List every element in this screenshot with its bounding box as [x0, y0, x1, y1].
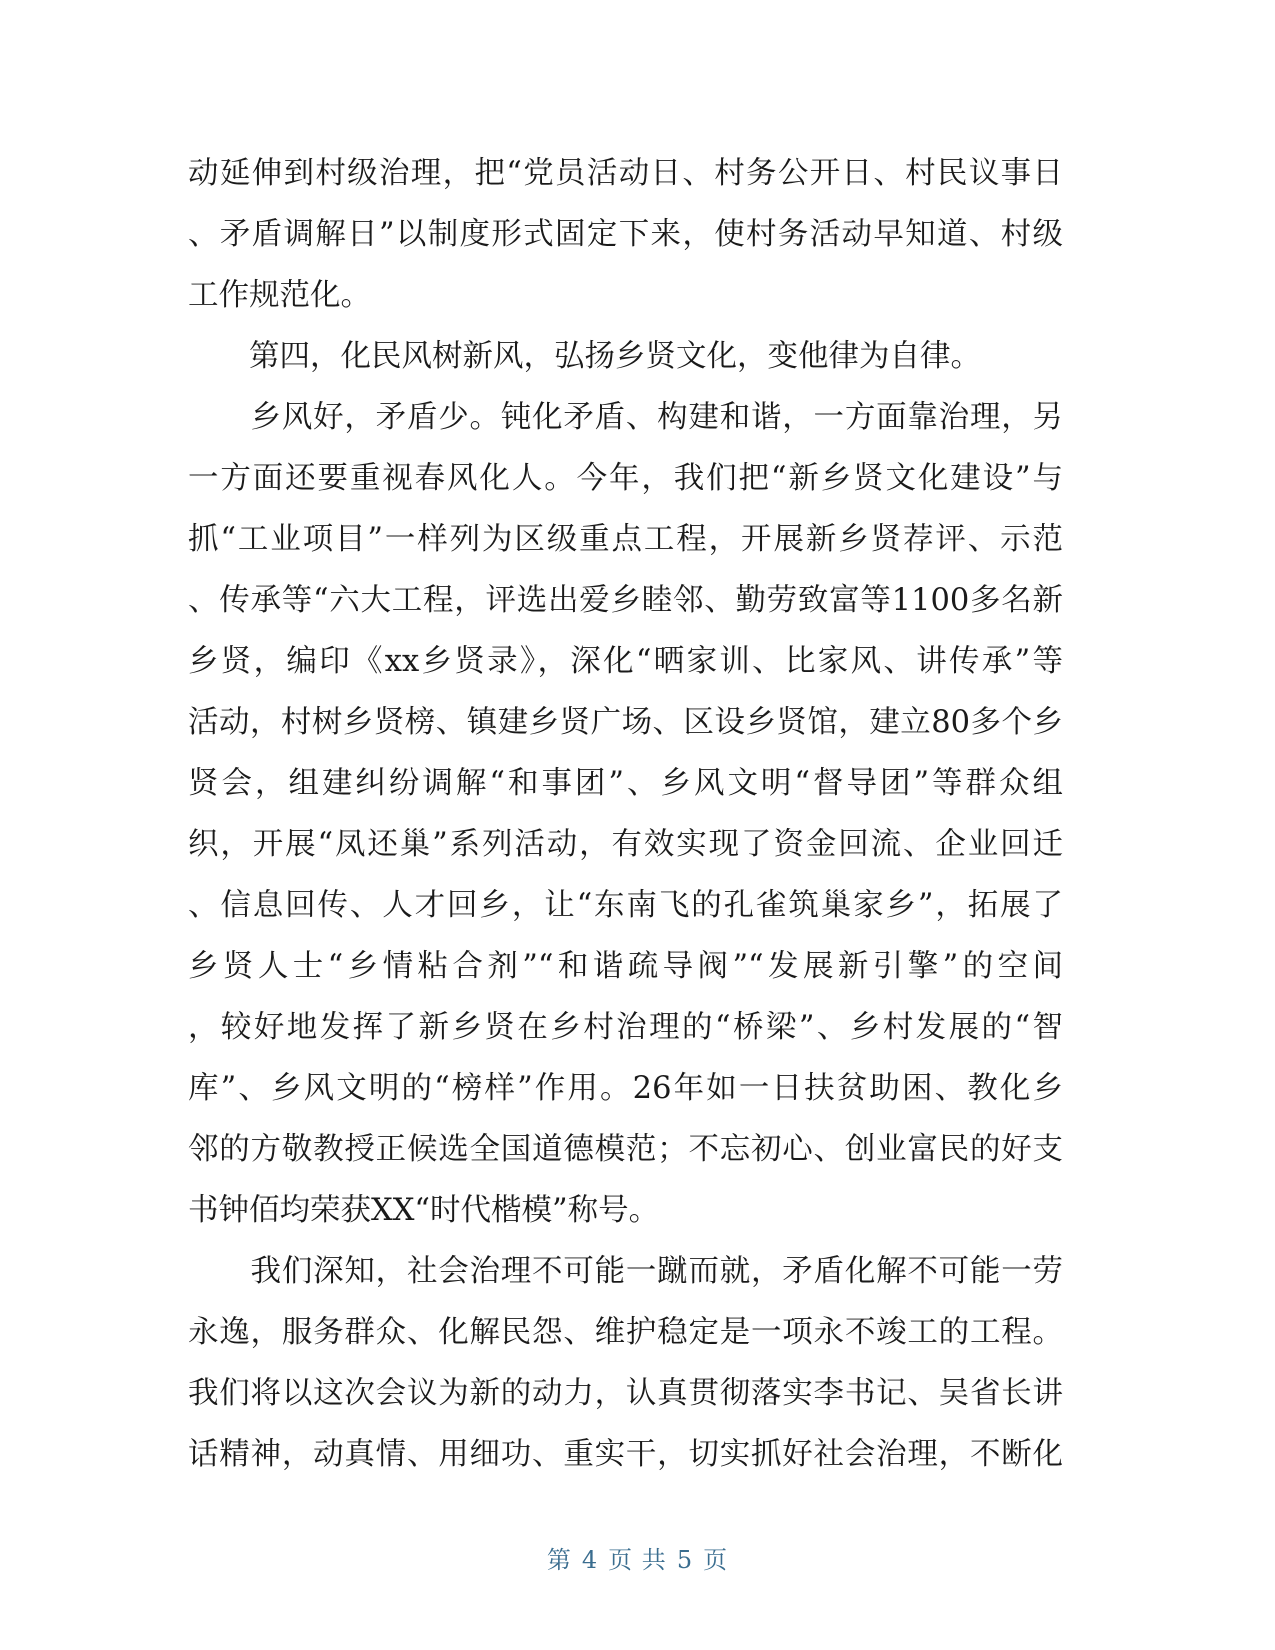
text-line: 、矛盾调解日”以制度形式固定下来，使村务活动早知道、村级: [188, 217, 1063, 252]
text-line: 永逸，服务群众、化解民怨、维护稳定是一项永不竣工的工程。: [188, 1315, 1063, 1350]
text-line: 话精神，动真情、用细功、重实干，切实抓好社会治理，不断化: [188, 1437, 1063, 1472]
total-page-number: 5: [676, 1546, 694, 1574]
text-line: 织，开展“凤还巢”系列活动，有效实现了资金回流、企业回迁: [188, 827, 1063, 862]
text-line: 库”、乡风文明的“榜样”作用。26年如一日扶贫助困、教化乡: [188, 1071, 1063, 1106]
text-line: 、信息回传、人才回乡，让“东南飞的孔雀筑巢家乡”，拓展了: [188, 888, 1063, 923]
footer-prefix: 第: [546, 1546, 572, 1574]
page-footer: [0, 1540, 1275, 1575]
text-line: 我们深知，社会治理不可能一蹴而就，矛盾化解不可能一劳: [188, 1254, 1063, 1289]
text-line: 贤会，组建纠纷调解“和事团”、乡风文明“督导团”等群众组: [188, 766, 1063, 801]
text-line: 书钟佰均荣获XX“时代楷模”称号。: [188, 1193, 660, 1228]
text-line: 一方面还要重视春风化人。今年，我们把“新乡贤文化建设”与: [188, 461, 1063, 496]
text-line: 、传承等“六大工程，评选出爱乡睦邻、勤劳致富等1100多名新: [188, 583, 1063, 618]
current-page-number: 4: [581, 1546, 599, 1574]
text-line: 乡风好，矛盾少。钝化矛盾、构建和谐，一方面靠治理，另: [188, 400, 1063, 435]
text-line: 邻的方敬教授正候选全国道德模范；不忘初心、创业富民的好支: [188, 1132, 1063, 1167]
footer-suffix: 页: [703, 1546, 729, 1574]
text-line: 我们将以这次会议为新的动力，认真贯彻落实李书记、吴省长讲: [188, 1376, 1063, 1411]
text-line: 工作规范化。: [188, 278, 371, 313]
text-line: 第四，化民风树新风，弘扬乡贤文化，变他律为自律。: [188, 339, 981, 374]
text-line: 动延伸到村级治理，把“党员活动日、村务公开日、村民议事日: [188, 156, 1063, 191]
text-line: 抓“工业项目”一样列为区级重点工程，开展新乡贤荐评、示范: [188, 522, 1063, 557]
text-line: 乡贤，编印《xx乡贤录》，深化“晒家训、比家风、讲传承”等: [188, 644, 1063, 679]
text-line: 乡贤人士“乡情粘合剂”“和谐疏导阀”“发展新引擎”的空间: [188, 949, 1063, 984]
text-line: 活动，村树乡贤榜、镇建乡贤广场、区设乡贤馆，建立80多个乡: [188, 705, 1063, 740]
footer-middle: 页 共: [608, 1546, 667, 1574]
text-line: ，较好地发挥了新乡贤在乡村治理的“桥梁”、乡村发展的“智: [188, 1010, 1063, 1045]
body-text: [188, 143, 1063, 1485]
